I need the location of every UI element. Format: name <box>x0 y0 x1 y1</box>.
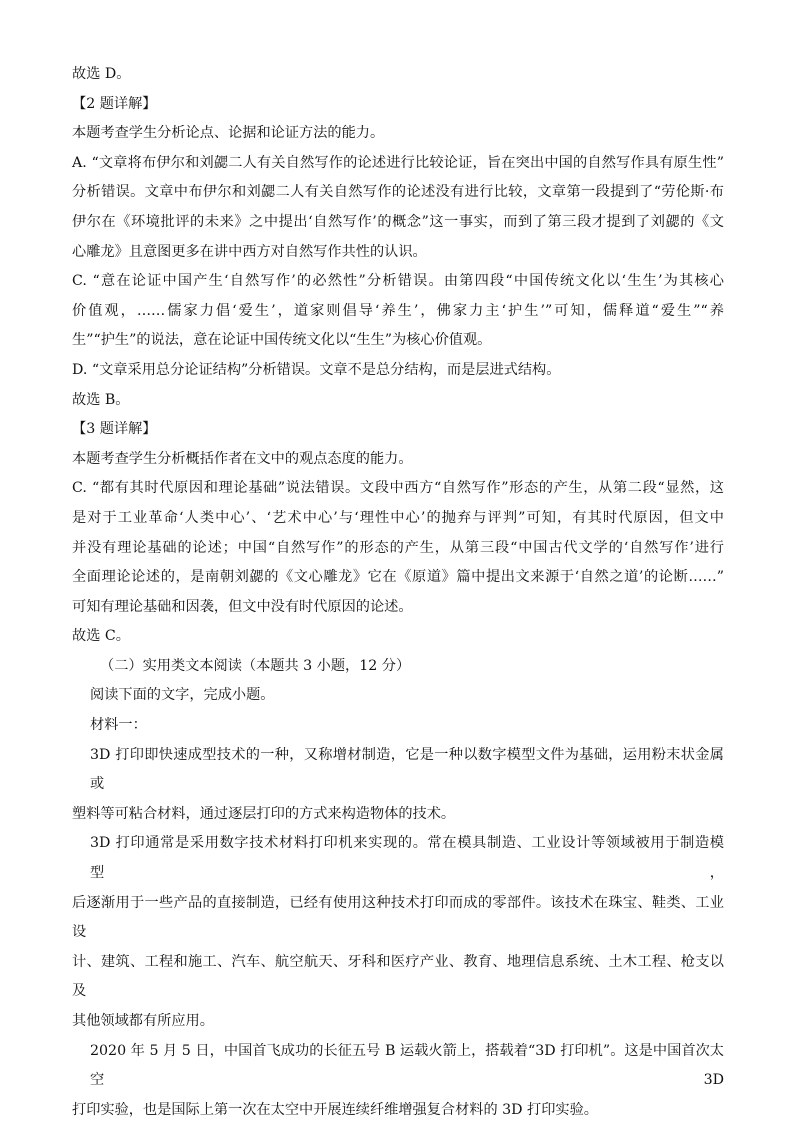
document-page <box>72 60 724 1125</box>
q3-option-c-line-3: 并没有理论基础的论述；中国“自然写作”的形态的产生，从第三段“中国古代文学的‘自然写作’进行 <box>72 539 724 556</box>
material-paragraph-2-line-2: 后逐渐用于一些产品的直接制造，已经有使用这种技术打印而成的零部件。该技术在珠宝、鞋类、工业设 <box>72 894 724 941</box>
q2-option-a-line-3: 伊尔在《环境批评的未来》之中提出‘自然写作’的概念”这一事实，而到了第三段才提到了刘勰的《文 <box>72 213 724 230</box>
q2-option-c-line-1: C. “意在论证中国产生‘自然写作’的必然性”分析错误。由第四段“中国传统文化以‘生生’为其核心 <box>72 273 724 290</box>
q3-intro: 本题考查学生分析概括作者在文中的观点态度的能力。 <box>72 450 413 467</box>
material-paragraph-1-line-2: 塑料等可粘合材料，通过逐层打印的方式来构造物体的技术。 <box>72 805 456 822</box>
q3-option-c-line-5: 可知有理论基础和因袭，但文中没有时代原因的论述。 <box>72 598 413 615</box>
reading-instruction: 阅读下面的文字，完成小题。 <box>90 687 275 704</box>
material-paragraph-3-line-1: 2020 年 5 月 5 日，中国首飞成功的长征五号 B 运载火箭上，搭载着“3D 打印机”。这是中国首次太空 3D <box>90 1042 724 1089</box>
q2-option-d: D. “文章采用总分论证结构”分析错误。文章不是总分结构，而是层进式结构。 <box>72 361 561 378</box>
material-paragraph-1-line-1: 3D 打印即快速成型技术的一种，又称增材制造，它是一种以数字模型文件为基础，运用粉末状金属或 <box>90 746 724 793</box>
q2-intro: 本题考查学生分析论点、论据和论证方法的能力。 <box>72 125 385 142</box>
conclusion-d: 故选 D。 <box>72 66 131 82</box>
section-heading-practical-reading: （二）实用类文本阅读（本题共 3 小题，12 分） <box>100 657 411 674</box>
q2-option-a-line-4: 心雕龙》且意图更多在讲中西方对自然写作共性的认识。 <box>72 243 427 260</box>
material-one-label: 材料一： <box>90 717 147 734</box>
q2-option-a-line-2: 分析错误。文章中布伊尔和刘勰二人有关自然写作的论述没有进行比较，文章第一段提到了“劳伦斯·布 <box>72 184 724 201</box>
material-paragraph-3-line-2: 打印实验，也是国际上第一次在太空中开展连续纤维增强复合材料的 3D 打印实验。 <box>72 1101 598 1118</box>
section-heading-q2: 【2 题详解】 <box>72 95 157 112</box>
q3-option-c-line-4: 全面理论论述的，是南朝刘勰的《文心雕龙》它在《原道》篇中提出文来源于‘自然之道’的论断……” <box>72 569 724 586</box>
material-paragraph-2-line-4: 其他领域都有所应用。 <box>72 1013 214 1029</box>
material-paragraph-2-line-3: 计、建筑、工程和施工、汽车、航空航天、牙科和医疗产业、教育、地理信息系统、土木工程、枪支以及 <box>72 953 724 1000</box>
q3-option-c-line-1: C. “都有其时代原因和理论基础”说法错误。文段中西方“自然写作”形态的产生，从第二段“显然，这 <box>72 480 724 497</box>
q2-option-c-line-3: 生”“护生”的说法，意在论证中国传统文化以“生生”为核心价值观。 <box>72 332 492 349</box>
material-paragraph-2-line-1: 3D 打印通常是采用数字技术材料打印机来实现的。常在模具制造、工业设计等领域被用于制造模型， <box>90 835 724 882</box>
section-heading-q3: 【3 题详解】 <box>72 421 157 438</box>
conclusion-c: 故选 C。 <box>72 628 130 645</box>
conclusion-b: 故选 B。 <box>72 391 130 408</box>
q3-option-c-line-2: 是对于工业革命‘人类中心’、‘艺术中心’与‘理性中心’的抛弃与评判”可知，有其时代原因，但文中 <box>72 509 724 526</box>
q2-option-a-line-1: A. “文章将布伊尔和刘勰二人有关自然写作的论述进行比较论证，旨在突出中国的自然写作具有原生性” <box>72 154 724 171</box>
q2-option-c-line-2: 价值观，……儒家力倡‘爱生’，道家则倡导‘养生’，佛家力主‘护生’”可知，儒释道“爱生”“养 <box>72 302 724 319</box>
